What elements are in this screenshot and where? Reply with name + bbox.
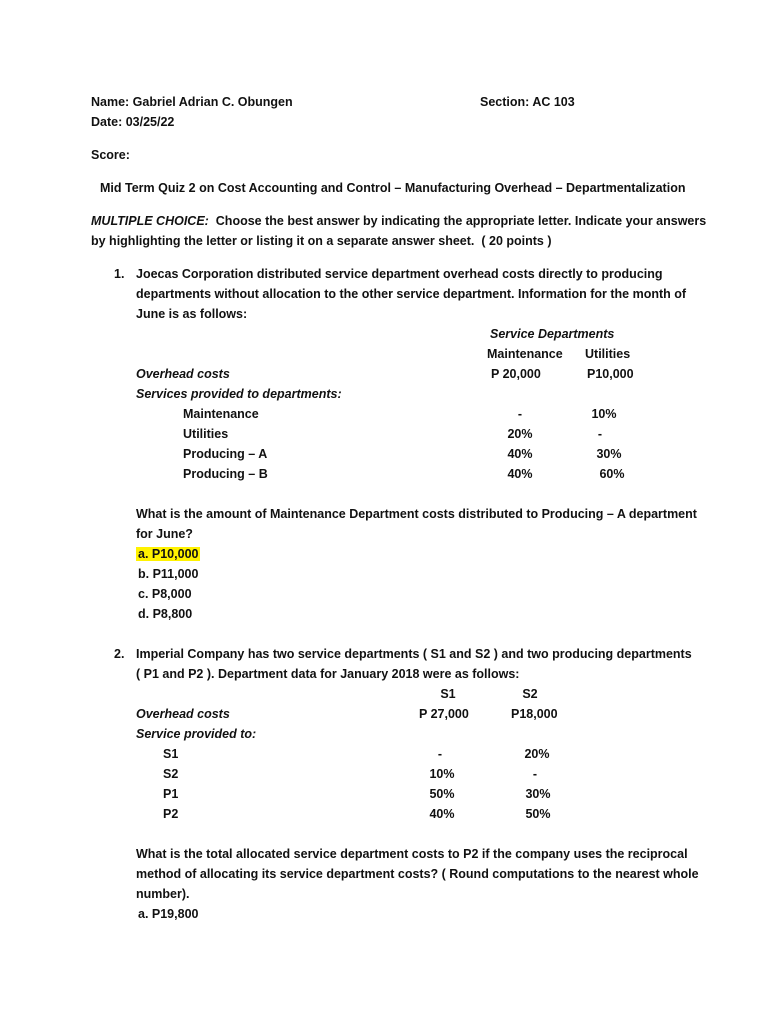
q2-row-label: P2 — [163, 807, 179, 821]
q2-row-value: 50% — [429, 787, 455, 801]
q2-choice-a[interactable]: a. P19,800 — [138, 907, 199, 921]
q1-number: 1. — [114, 267, 125, 281]
q2-row-value: - — [437, 747, 443, 761]
instructions-text-2: by highlighting the letter or listing it on a separate answer sheet. — [91, 234, 475, 248]
q1-row-value: 40% — [507, 447, 533, 461]
q2-row-value: 20% — [524, 747, 550, 761]
q1-row-value: 10% — [591, 407, 617, 421]
q1-col-maintenance: Maintenance — [487, 347, 563, 361]
instructions-line-1 — [91, 213, 706, 229]
q2-row-value: 30% — [525, 787, 551, 801]
q1-row-value: - — [597, 427, 603, 441]
q2-overhead-s2: P18,000 — [511, 707, 558, 721]
q2-col-s2: S2 — [522, 687, 538, 701]
instructions-line-2 — [91, 233, 552, 249]
q1-choice-d[interactable]: d. P8,800 — [138, 607, 193, 621]
q1-overhead-maintenance: P 20,000 — [491, 367, 541, 381]
q2-text-line: ( P1 and P2 ). Department data for January 2018 were as follows: — [136, 667, 520, 681]
q1-overhead-utilities: P10,000 — [587, 367, 634, 381]
q1-row-label: Producing – A — [183, 447, 268, 461]
q2-text-line: Imperial Company has two service departments ( S1 and S2 ) and two producing departments — [136, 647, 692, 661]
q1-overhead-label: Overhead costs — [136, 367, 230, 381]
q2-services-label: Service provided to: — [136, 727, 257, 741]
q2-row-value: 10% — [429, 767, 455, 781]
q1-row-value: - — [517, 407, 523, 421]
q2-overhead-label: Overhead costs — [136, 707, 230, 721]
q1-text-line: Joecas Corporation distributed service department overhead costs directly to producing — [136, 267, 663, 281]
q2-row-value: 40% — [429, 807, 455, 821]
q1-text-line: June is as follows: — [136, 307, 248, 321]
q2-row-value: 50% — [525, 807, 551, 821]
q1-question-line: for June? — [136, 527, 193, 541]
q1-row-value: 20% — [507, 427, 533, 441]
q1-row-value: 60% — [599, 467, 625, 481]
q1-table-group-header: Service Departments — [490, 327, 615, 341]
q1-choice-a-highlight: a. P10,000 — [138, 547, 199, 561]
q1-row-value: 30% — [596, 447, 622, 461]
q1-text-line: departments without allocation to the other service department. Information for the month of — [136, 287, 687, 301]
score-label: Score: — [91, 148, 130, 162]
instructions-text-1: Choose the best answer by indicating the appropriate letter. Indicate your answers — [215, 214, 707, 228]
instructions-label: MULTIPLE CHOICE: — [91, 214, 209, 228]
q2-row-value: - — [532, 767, 538, 781]
q1-row-label: Utilities — [183, 427, 229, 441]
quiz-title: Mid Term Quiz 2 on Cost Accounting and Control – Manufacturing Overhead – Departmentalization — [100, 181, 686, 195]
q2-question-line: What is the total allocated service department costs to P2 if the company uses the reciprocal — [136, 847, 688, 861]
q2-row-label: S2 — [163, 767, 179, 781]
q2-question-line: number). — [136, 887, 190, 901]
q2-row-label: S1 — [163, 747, 179, 761]
q2-col-s1: S1 — [440, 687, 456, 701]
quiz-date: Date: 03/25/22 — [91, 115, 175, 129]
q2-overhead-s1: P 27,000 — [419, 707, 469, 721]
student-name: Name: Gabriel Adrian C. Obungen — [91, 95, 293, 109]
q1-choice-b[interactable]: b. P11,000 — [138, 567, 199, 581]
q1-row-label: Maintenance — [183, 407, 259, 421]
q2-row-label: P1 — [163, 787, 179, 801]
q2-question-line: method of allocating its service department costs? ( Round computations to the nearest whole — [136, 867, 699, 881]
q2-number: 2. — [114, 647, 125, 661]
q1-row-value: 40% — [507, 467, 533, 481]
q1-col-utilities: Utilities — [585, 347, 631, 361]
instructions-points: ( 20 points ) — [481, 234, 552, 248]
q1-services-label: Services provided to departments: — [136, 387, 342, 401]
q1-choice-a[interactable] — [136, 546, 200, 562]
section-label: Section: AC 103 — [480, 95, 575, 109]
q1-choice-c[interactable]: c. P8,000 — [138, 587, 192, 601]
q1-row-label: Producing – B — [183, 467, 268, 481]
q1-question-line: What is the amount of Maintenance Department costs distributed to Producing – A department — [136, 507, 697, 521]
